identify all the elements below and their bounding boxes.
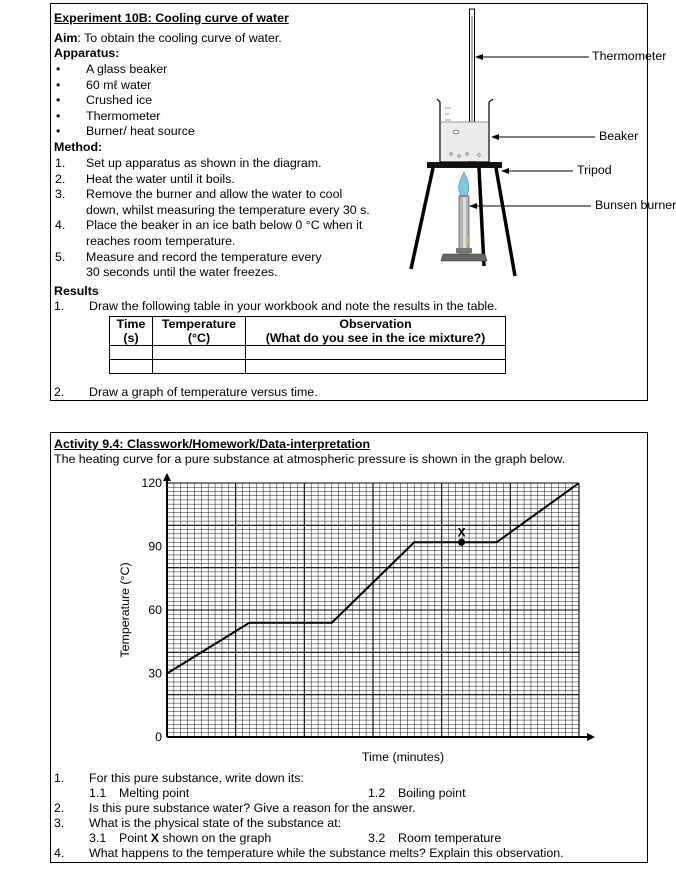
results-step-2 bbox=[54, 385, 318, 400]
method-step-text: 30 seconds until the water freezes. bbox=[86, 265, 278, 280]
header-temperature: Temperature (°C) bbox=[153, 317, 246, 346]
question-1-1-number: 1.1 bbox=[89, 786, 107, 800]
results-step-2-number: 2. bbox=[54, 385, 65, 399]
method-step-number: 5. bbox=[55, 249, 66, 264]
experiment-title: Experiment 10B: Cooling curve of water bbox=[54, 11, 289, 25]
results-table bbox=[109, 316, 506, 374]
question-2-number: 2. bbox=[54, 801, 65, 815]
bullet-icon: • bbox=[56, 124, 61, 139]
method-step bbox=[54, 172, 370, 188]
question-4 bbox=[54, 846, 564, 861]
question-3-2-text: Room temperature bbox=[398, 831, 502, 845]
activity-intro: The heating curve for a pure substance at atmospheric pressure is shown in the graph below. bbox=[54, 452, 566, 466]
question-3 bbox=[54, 816, 342, 831]
header-time: Time (s) bbox=[110, 317, 153, 346]
apparatus-list bbox=[54, 62, 195, 140]
chart-y-axis-label: Temperature (°C) bbox=[118, 562, 132, 658]
point-x-dot bbox=[458, 539, 465, 546]
list-item bbox=[54, 109, 195, 125]
question-2-text: Is this pure substance water? Give a reason for the answer. bbox=[89, 801, 416, 815]
table-row bbox=[110, 360, 506, 374]
bullet-icon: • bbox=[56, 108, 61, 123]
label-tripod: Tripod bbox=[577, 163, 612, 177]
y-tick-label: 0 bbox=[155, 730, 162, 744]
question-3-2-number: 3.2 bbox=[368, 831, 386, 845]
question-3-1-number: 3.1 bbox=[89, 831, 107, 845]
question-3-number: 3. bbox=[54, 816, 65, 830]
method-step bbox=[54, 250, 370, 281]
results-heading: Results bbox=[54, 284, 99, 298]
apparatus-item: Burner/ heat source bbox=[86, 124, 195, 139]
method-step bbox=[54, 156, 370, 172]
method-step bbox=[54, 218, 370, 249]
beaker-icon bbox=[437, 99, 493, 162]
question-4-number: 4. bbox=[54, 846, 65, 860]
bullet-icon: • bbox=[56, 93, 61, 108]
aim-text: : To obtain the cooling curve of water. bbox=[77, 31, 282, 45]
y-tick-label: 30 bbox=[148, 666, 162, 681]
results-step-1 bbox=[54, 299, 498, 314]
method-step-text: Place the beaker in an ice bath below 0 °C when it bbox=[86, 218, 363, 233]
table-row bbox=[110, 346, 506, 360]
heating-curve-chart bbox=[111, 473, 651, 769]
results-step-1-number: 1. bbox=[54, 299, 65, 313]
question-3-1 bbox=[89, 831, 272, 846]
list-item bbox=[54, 62, 195, 78]
bullet-icon: • bbox=[56, 62, 61, 76]
method-step-number: 1. bbox=[55, 156, 66, 170]
header-observation: Observation (What do you see in the ice mixture?) bbox=[246, 317, 506, 346]
method-step-text: Remove the burner and allow the water to cool bbox=[86, 187, 343, 202]
y-tick-label: 90 bbox=[148, 539, 162, 554]
method-heading: Method: bbox=[54, 140, 103, 154]
apparatus-heading: Apparatus: bbox=[54, 46, 120, 60]
bullet-icon: • bbox=[56, 77, 61, 92]
question-3-1-text: Point X shown on the graph bbox=[119, 831, 272, 845]
method-step-text: down, whilst measuring the temperature every 30 s. bbox=[86, 202, 370, 217]
experiment-box bbox=[50, 3, 676, 401]
aim-label: Aim bbox=[54, 31, 78, 45]
activity-box bbox=[50, 432, 648, 863]
question-1-2 bbox=[368, 786, 466, 801]
question-1-number: 1. bbox=[54, 771, 65, 785]
label-beaker: Beaker bbox=[599, 129, 639, 143]
question-2 bbox=[54, 801, 416, 816]
question-4-text: What happens to the temperature while the substance melts? Explain this observation. bbox=[89, 846, 564, 860]
activity-title: Activity 9.4: Classwork/Homework/Data-interpretation bbox=[54, 437, 371, 451]
chart-axes bbox=[163, 473, 595, 741]
aim-line bbox=[54, 31, 282, 46]
chart-point-x bbox=[458, 525, 466, 546]
question-1-text: For this pure substance, write down its: bbox=[89, 771, 304, 785]
apparatus-item: A glass beaker bbox=[86, 62, 168, 76]
table-header-row bbox=[110, 317, 506, 346]
list-item bbox=[54, 124, 195, 140]
question-1-2-text: Boiling point bbox=[398, 786, 466, 800]
label-thermometer: Thermometer bbox=[592, 49, 667, 63]
y-tick-label: 120 bbox=[141, 476, 162, 490]
question-1-1 bbox=[89, 786, 190, 801]
method-list bbox=[54, 156, 370, 281]
apparatus-item: Crushed ice bbox=[86, 93, 153, 108]
results-step-2-text: Draw a graph of temperature versus time. bbox=[89, 385, 318, 399]
method-step-number: 4. bbox=[55, 218, 66, 233]
y-axis-arrow-icon bbox=[163, 473, 171, 481]
method-step-number: 2. bbox=[55, 171, 66, 186]
results-step-1-text: Draw the following table in your workbook and note the results in the table. bbox=[89, 299, 498, 313]
question-3-2 bbox=[368, 831, 502, 846]
point-x-reference: X bbox=[150, 831, 159, 845]
question-3-text: What is the physical state of the substance at: bbox=[89, 816, 342, 830]
method-step-text: reaches room temperature. bbox=[86, 233, 236, 248]
method-step-text: Heat the water until it boils. bbox=[86, 171, 235, 186]
apparatus-diagram bbox=[401, 4, 647, 284]
list-item bbox=[54, 93, 195, 109]
question-1 bbox=[54, 771, 304, 786]
method-step-text: Measure and record the temperature every bbox=[86, 249, 322, 264]
point-x-label: X bbox=[457, 525, 466, 540]
chart-x-axis-label: Time (minutes) bbox=[361, 750, 445, 764]
apparatus-item: 60 mℓ water bbox=[86, 77, 152, 92]
method-step-text: Set up apparatus as shown in the diagram. bbox=[86, 156, 322, 170]
method-step-number: 3. bbox=[55, 187, 66, 202]
apparatus-item: Thermometer bbox=[86, 108, 161, 123]
chart-y-ticks bbox=[141, 476, 162, 744]
method-step bbox=[54, 187, 370, 218]
question-1-1-text: Melting point bbox=[119, 786, 190, 800]
list-item bbox=[54, 78, 195, 94]
x-axis-arrow-icon bbox=[587, 733, 595, 741]
label-bunsen-burner: Bunsen burner bbox=[595, 198, 676, 212]
y-tick-label: 60 bbox=[148, 603, 162, 617]
question-1-2-number: 1.2 bbox=[368, 786, 386, 800]
